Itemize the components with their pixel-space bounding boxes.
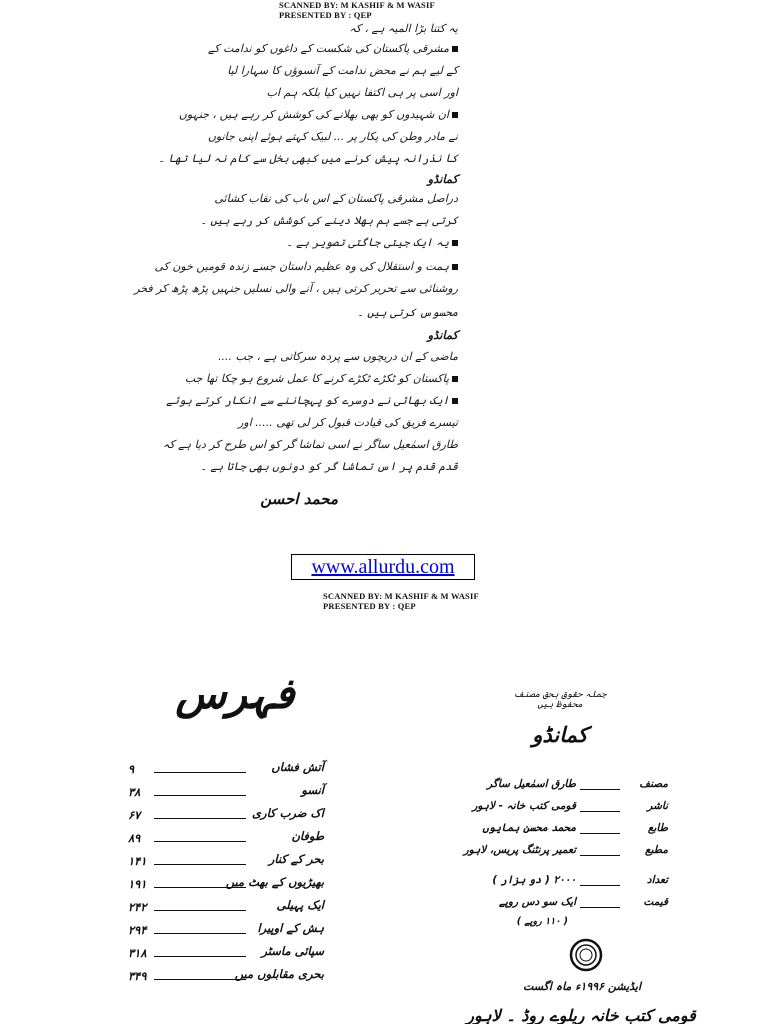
toc-page-number: ۳۸ [128,785,141,799]
bullet-square-icon [452,240,458,246]
toc-chapter-title: آتش فشاں [271,760,324,774]
preface-line [238,416,458,429]
toc-row [128,829,324,851]
preface-heading [428,172,458,186]
toc-page-number: ۳۱۸ [128,946,147,960]
preface-line-text: ان شہیدوں کو بھی بھلانے کی کوشش کر رہے ہیں ، جنہوں [178,108,449,121]
imprint-row [462,896,668,927]
imprint-label: طابع [647,822,668,834]
presented-by-text: PRESENTED BY : QEP [323,601,416,611]
bullet-square-icon [452,376,458,382]
preface-page [134,20,458,510]
toc-page-number: ۹ [128,762,135,776]
toc-chapter-title: ایک پہیلی [276,898,324,912]
imprint-leader-line [580,907,620,908]
scan-credit-top [279,0,435,20]
bullet-square-icon [452,398,458,404]
toc-row [128,967,324,989]
toc-chapter-title: آنسو [301,783,324,797]
preface-line [286,236,458,249]
imprint-row [462,800,668,822]
toc-leader-line [154,795,246,796]
imprint-row [462,844,668,866]
bullet-square-icon [452,46,458,52]
toc-chapter-title: بحری مقابلوں میں [234,967,324,981]
toc-row [128,875,324,897]
toc-chapter-title: بحر کے کنار [268,852,324,866]
presented-by-text: PRESENTED BY : QEP [279,10,372,20]
preface-line [208,42,458,55]
preface-line [208,130,458,143]
preface-line [200,214,458,227]
preface-line-text: محسوس کرتی ہیں ۔ [357,306,458,319]
imprint-value: تعمیر پرنٹنگ پریس، لاہور [463,844,576,856]
toc-leader-line [154,933,246,934]
toc-chapter-title: اک ضرب کاری [252,806,324,820]
imprint-label: مطبع [645,844,668,856]
toc-page-number: ۸۹ [128,831,141,845]
preface-line-text: کے لیے ہم نے محض ندامت کے آنسوؤں کا سہارا لیا [227,64,458,77]
imprint-row [462,778,668,800]
toc-leader-line [154,979,246,980]
preface-line-text: کمانڈو [427,172,458,186]
preface-line-text: ہمت و استقلال کی وہ عظیم داستان جسے زندہ قومیں خون کی [154,260,449,273]
preface-heading [428,328,458,342]
toc-page-number: ۶۷ [128,808,141,822]
toc-row [128,898,324,920]
site-link[interactable]: www.allurdu.com [291,554,475,580]
toc-page-number: ۲۴۲ [128,900,147,914]
preface-line-text: کرتی ہے جسے ہم بھلا دینے کی کوشش کر رہے ہیں ۔ [200,214,458,227]
preface-line-text: ایک بھائی نے دوسرے کو پہچاننے سے انکار کرتے ہوئے [166,394,449,407]
preface-line-text: دراصل مشرقی پاکستان کے اس باب کی نقاب کشائی [214,192,458,205]
imprint-row [462,874,668,896]
preface-line [179,108,458,121]
edition-line: ایڈیشن ۱۹۹۶ء ماہ اگست [522,980,642,993]
imprint-label: تعداد [646,874,668,886]
imprint-label: قیمت [643,896,668,908]
toc-row [128,921,324,943]
imprint-leader-line [580,789,620,790]
preface-line [134,282,458,295]
preface-line [163,438,458,451]
toc-leader-line [154,956,246,957]
preface-line [166,394,458,407]
preface-line-text: اور اسی پر ہی اکتفا نہیں کیا بلکہ ہم اب [266,86,458,99]
imprint-leader-line [580,885,620,886]
toc-row [128,760,324,782]
preface-line [357,306,458,319]
toc-row [128,783,324,805]
publisher-seal-icon [569,938,603,972]
toc-page-number: ۱۹۱ [128,877,147,891]
imprint-value: قومی کتب خانہ - لاہور [472,800,576,812]
toc-leader-line [154,841,246,842]
toc-row [128,944,324,966]
preface-line-text: ماضی کے ان دریچوں سے پردہ سرکاتی ہے ، جب .... [218,350,458,363]
preface-line-text: نے مادر وطن کی پکار پر ... لبیک کہتے ہوئے اپنی جانوں [207,130,458,143]
imprint-label: ناشر [647,800,668,812]
author-signature: محمد احسن [260,490,338,508]
preface-line-text: تیسرے فریق کی قیادت قبول کر لی تھی ..... اور [238,416,458,429]
preface-line [154,260,458,273]
imprint-label: مصنف [639,778,668,790]
preface-line [227,64,458,77]
book-title: کمانڈو [532,722,588,747]
preface-line-text: پاکستان کو ٹکڑے ٹکڑے کرنے کا عمل شروع ہو چکا تھا جب [184,372,449,385]
publisher-footer: قومی کتب خانہ ریلوے روڈ ۔ لاہور [466,1006,696,1024]
toc-page-number: ۳۴۹ [128,969,147,983]
toc-chapter-title: طوفان [291,829,324,843]
toc-page-number: ۲۹۴ [128,923,147,937]
imprint-value: محمد محسن ہمایوں [482,822,576,834]
preface-line [218,350,458,363]
scanned-by-text: SCANNED BY: M KASHIF & M WASIF [279,0,435,10]
toc-row [128,806,324,828]
preface-line [158,152,458,165]
toc-chapter-title: سپائی ماسٹر [261,944,324,958]
preface-line-text: کا نذرانہ پیش کرنے میں کبھی بخل سے کام نہ لیا تھا ۔ [158,152,458,165]
preface-line [349,22,458,35]
imprint-value: ۲۰۰۰ ( دو ہزار ) [492,874,576,886]
scanned-by-text: SCANNED BY: M KASHIF & M WASIF [323,591,479,601]
preface-line [200,460,458,473]
bullet-square-icon [452,264,458,270]
scan-credit-middle [323,591,479,611]
imprint-leader-line [580,855,620,856]
imprint-leader-line [580,811,620,812]
imprint-row [462,822,668,844]
toc-leader-line [154,772,246,773]
preface-line-text: طارق اسمٰعیل ساگر نے اسی تماشا گر کو اس طرح کر دیا ہے کہ [163,438,458,451]
contents-title: فہرس [175,669,295,718]
preface-line [185,372,458,385]
toc-leader-line [154,818,246,819]
toc-leader-line [154,864,246,865]
toc-page-number: ۱۴۱ [128,854,147,868]
toc-row [128,852,324,874]
imprint-value: ایک سو دس روپے [498,896,576,908]
preface-line [214,192,458,205]
preface-line-text: قدم قدم پر اس تماشا گر کو دونوں بھی جاتا ہے ۔ [200,460,458,473]
preface-line [267,86,458,99]
toc-leader-line [154,910,246,911]
preface-line-text: روشنائی سے تحریر کرتی ہیں ، آنے والی نسلیں جنہیں پڑھ پڑھ کر فخر [134,282,458,295]
preface-line-text: یہ ایک جیتی جاگتی تصویر ہے ۔ [286,236,449,249]
imprint-leader-line [580,833,620,834]
preface-line-text: یہ کتنا بڑا المیہ ہے ، کہ [349,22,458,35]
preface-line-text: کمانڈو [427,328,458,342]
bullet-square-icon [452,112,458,118]
imprint-subvalue: ( ۱۱۰ روپے ) [516,916,568,927]
imprint-value: طارق اسمٰعیل ساگر [487,778,576,790]
preface-line-text: مشرقی پاکستان کی شکست کے داغوں کو ندامت کے [207,42,449,55]
toc-chapter-title: ہش کے اوپیرا [257,921,324,935]
copyright-notice: جملہ حقوق بحق مصنف محفوظ ہیں [513,690,607,710]
toc-chapter-title: بھیڑیوں کے بھٹ میں [225,875,324,889]
